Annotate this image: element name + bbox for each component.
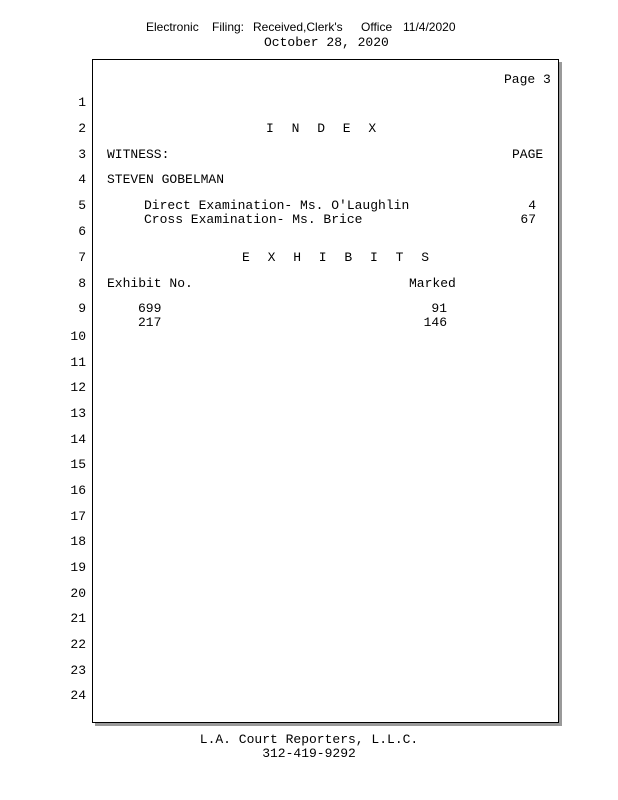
footer-phone: 312-419-9292 — [262, 746, 356, 761]
page-column-header: PAGE — [512, 147, 544, 162]
exhibits-title: E X H I B I T S — [242, 250, 435, 265]
stamp-filing: Filing: — [212, 20, 245, 34]
exhibit-number: 699 — [138, 301, 162, 316]
line-number: 14 — [70, 432, 86, 447]
examination-entry: Direct Examination- Ms. O'Laughlin — [144, 198, 410, 213]
exhibit-marked-page: 146 — [423, 315, 447, 330]
witness-name: STEVEN GOBELMAN — [107, 172, 225, 187]
line-number: 8 — [78, 276, 86, 291]
exhibit-no-header: Exhibit No. — [107, 276, 193, 291]
examination-entry: Cross Examination- Ms. Brice — [144, 212, 363, 227]
stamp-received: Received,Clerk's — [253, 20, 343, 34]
page-label: Page 3 — [504, 72, 551, 87]
line-number: 9 — [78, 301, 86, 316]
line-number: 12 — [70, 380, 86, 395]
line-number: 4 — [78, 172, 86, 187]
line-number: 11 — [70, 355, 86, 370]
line-number: 6 — [78, 224, 86, 239]
exhibit-number: 217 — [138, 315, 162, 330]
stamp-date: 11/4/2020 — [403, 20, 456, 34]
line-number: 1 — [78, 95, 86, 110]
line-number: 5 — [78, 198, 86, 213]
footer-company: L.A. Court Reporters, L.L.C. — [199, 732, 419, 747]
stamp-electronic: Electronic — [146, 20, 199, 34]
stamp-office: Office — [361, 20, 393, 34]
line-number: 21 — [70, 611, 86, 626]
examination-page: 4 — [528, 198, 536, 213]
line-number: 23 — [70, 663, 86, 678]
marked-header: Marked — [409, 276, 456, 291]
line-number: 24 — [70, 688, 86, 703]
line-number: 20 — [70, 586, 86, 601]
exhibit-marked-page: 91 — [431, 301, 447, 316]
line-number: 18 — [70, 534, 86, 549]
line-number: 22 — [70, 637, 86, 652]
line-number: 3 — [78, 147, 86, 162]
witness-header: WITNESS: — [107, 147, 170, 162]
transcript-date: October 28, 2020 — [264, 35, 389, 50]
line-number: 19 — [70, 560, 86, 575]
line-number: 2 — [78, 121, 86, 136]
line-number: 17 — [70, 509, 86, 524]
line-number: 10 — [70, 329, 86, 344]
line-number: 16 — [70, 483, 86, 498]
examination-page: 67 — [520, 212, 536, 227]
line-number: 15 — [70, 457, 86, 472]
index-title: I N D E X — [266, 121, 382, 136]
line-number: 7 — [78, 250, 86, 265]
line-number: 13 — [70, 406, 86, 421]
